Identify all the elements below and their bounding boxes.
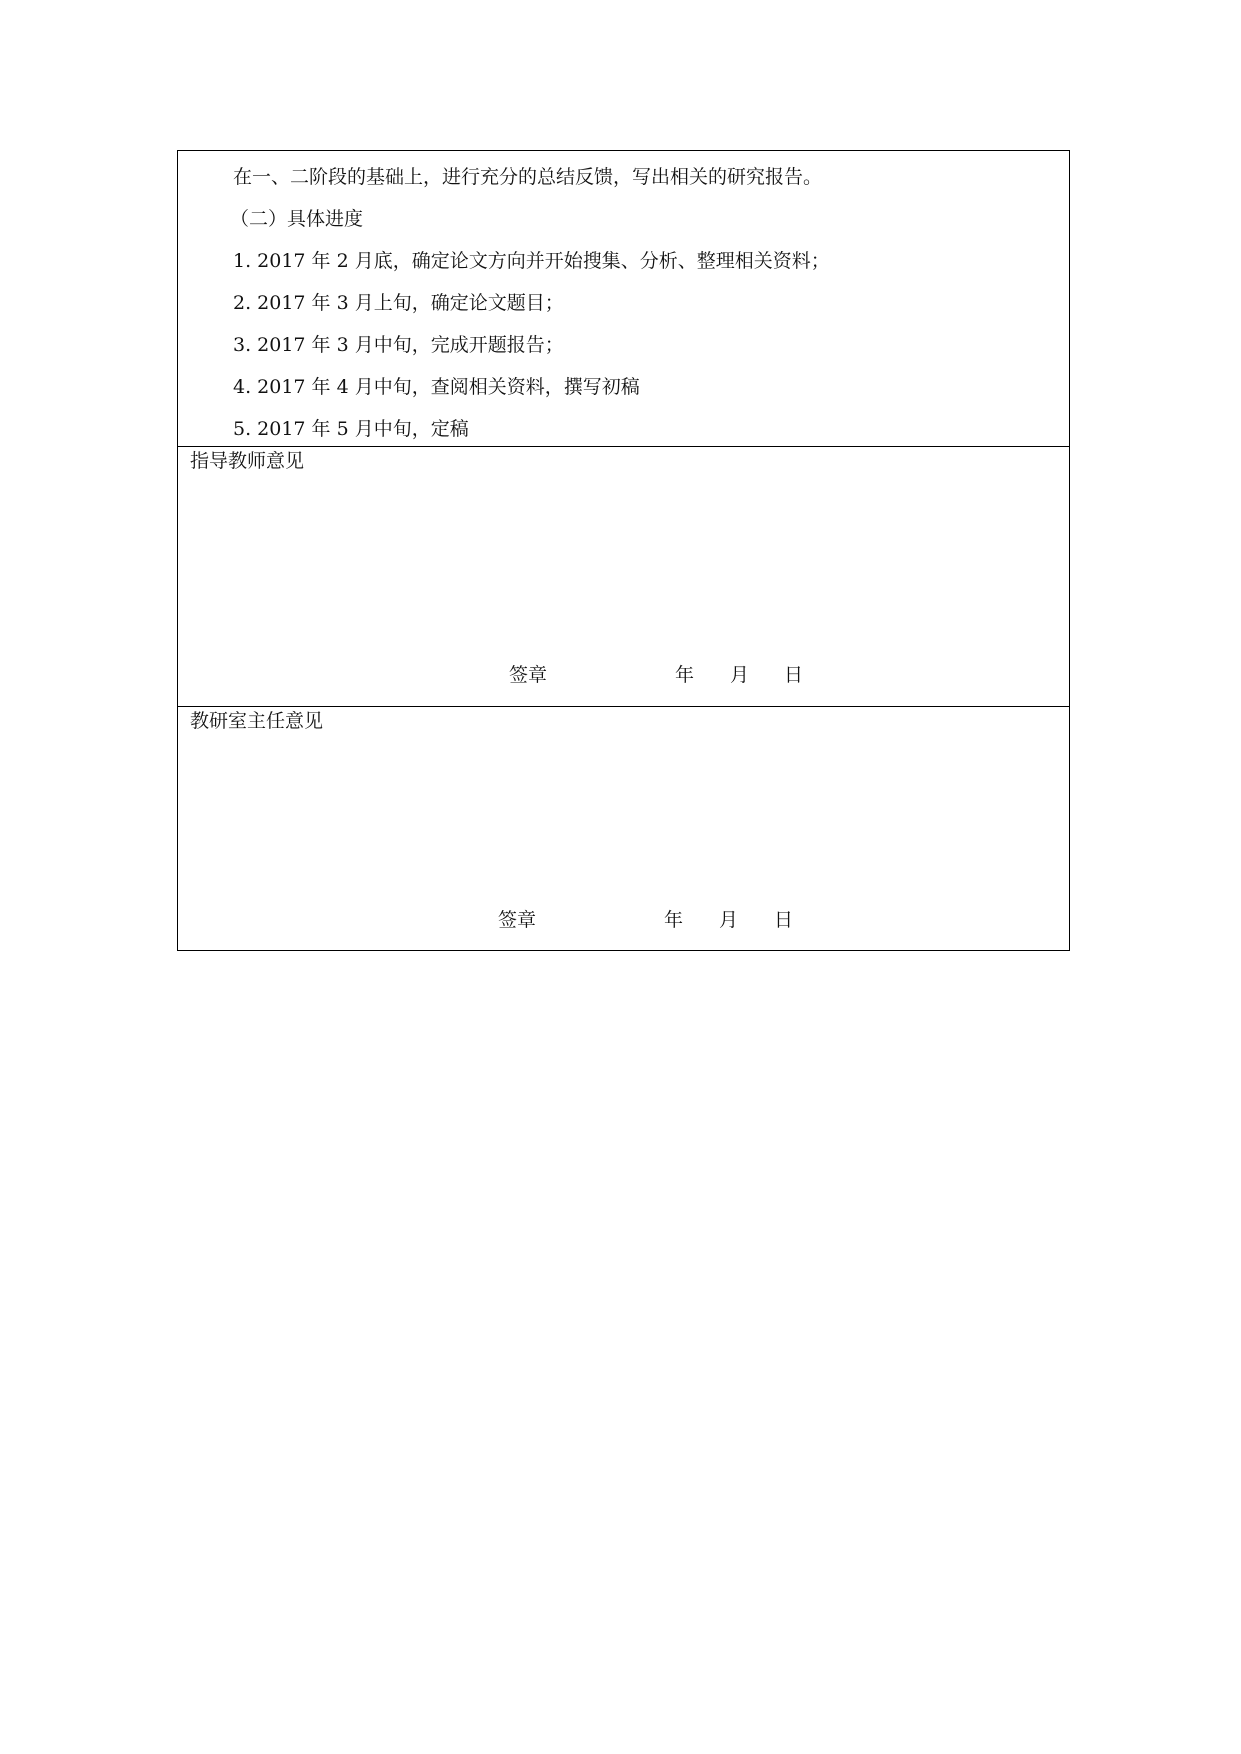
opinion-form-table: [177, 150, 1070, 951]
director-day-label: 日: [774, 909, 794, 931]
plan-step-2: 2. 2017 年 3 月上旬，确定论文题目；: [233, 292, 564, 314]
director-signature-label: 签章: [498, 909, 537, 931]
plan-step-1: 1. 2017 年 2 月底，确定论文方向并开始搜集、分析、整理相关资料；: [233, 250, 830, 272]
director-month-label: 月: [719, 909, 739, 931]
advisor-day-label: 日: [784, 664, 804, 686]
director-opinion-cell: [178, 707, 1069, 950]
plan-step-4: 4. 2017 年 4 月中旬，查阅相关资料，撰写初稿: [233, 376, 640, 398]
advisor-opinion-label: 指导教师意见: [190, 450, 305, 472]
plan-summary-line: 在一、二阶段的基础上，进行充分的总结反馈，写出相关的研究报告。: [233, 166, 823, 188]
advisor-opinion-cell: [178, 447, 1069, 707]
plan-step-5: 5. 2017 年 5 月中旬，定稿: [233, 418, 469, 440]
advisor-year-label: 年: [675, 664, 695, 686]
director-year-label: 年: [664, 909, 684, 931]
advisor-signature-label: 签章: [509, 664, 548, 686]
advisor-month-label: 月: [730, 664, 750, 686]
plan-step-3: 3. 2017 年 3 月中旬，完成开题报告；: [233, 334, 564, 356]
progress-plan-cell: [178, 151, 1069, 447]
director-opinion-label: 教研室主任意见: [190, 710, 324, 732]
plan-subheading: （二）具体进度: [230, 208, 364, 230]
